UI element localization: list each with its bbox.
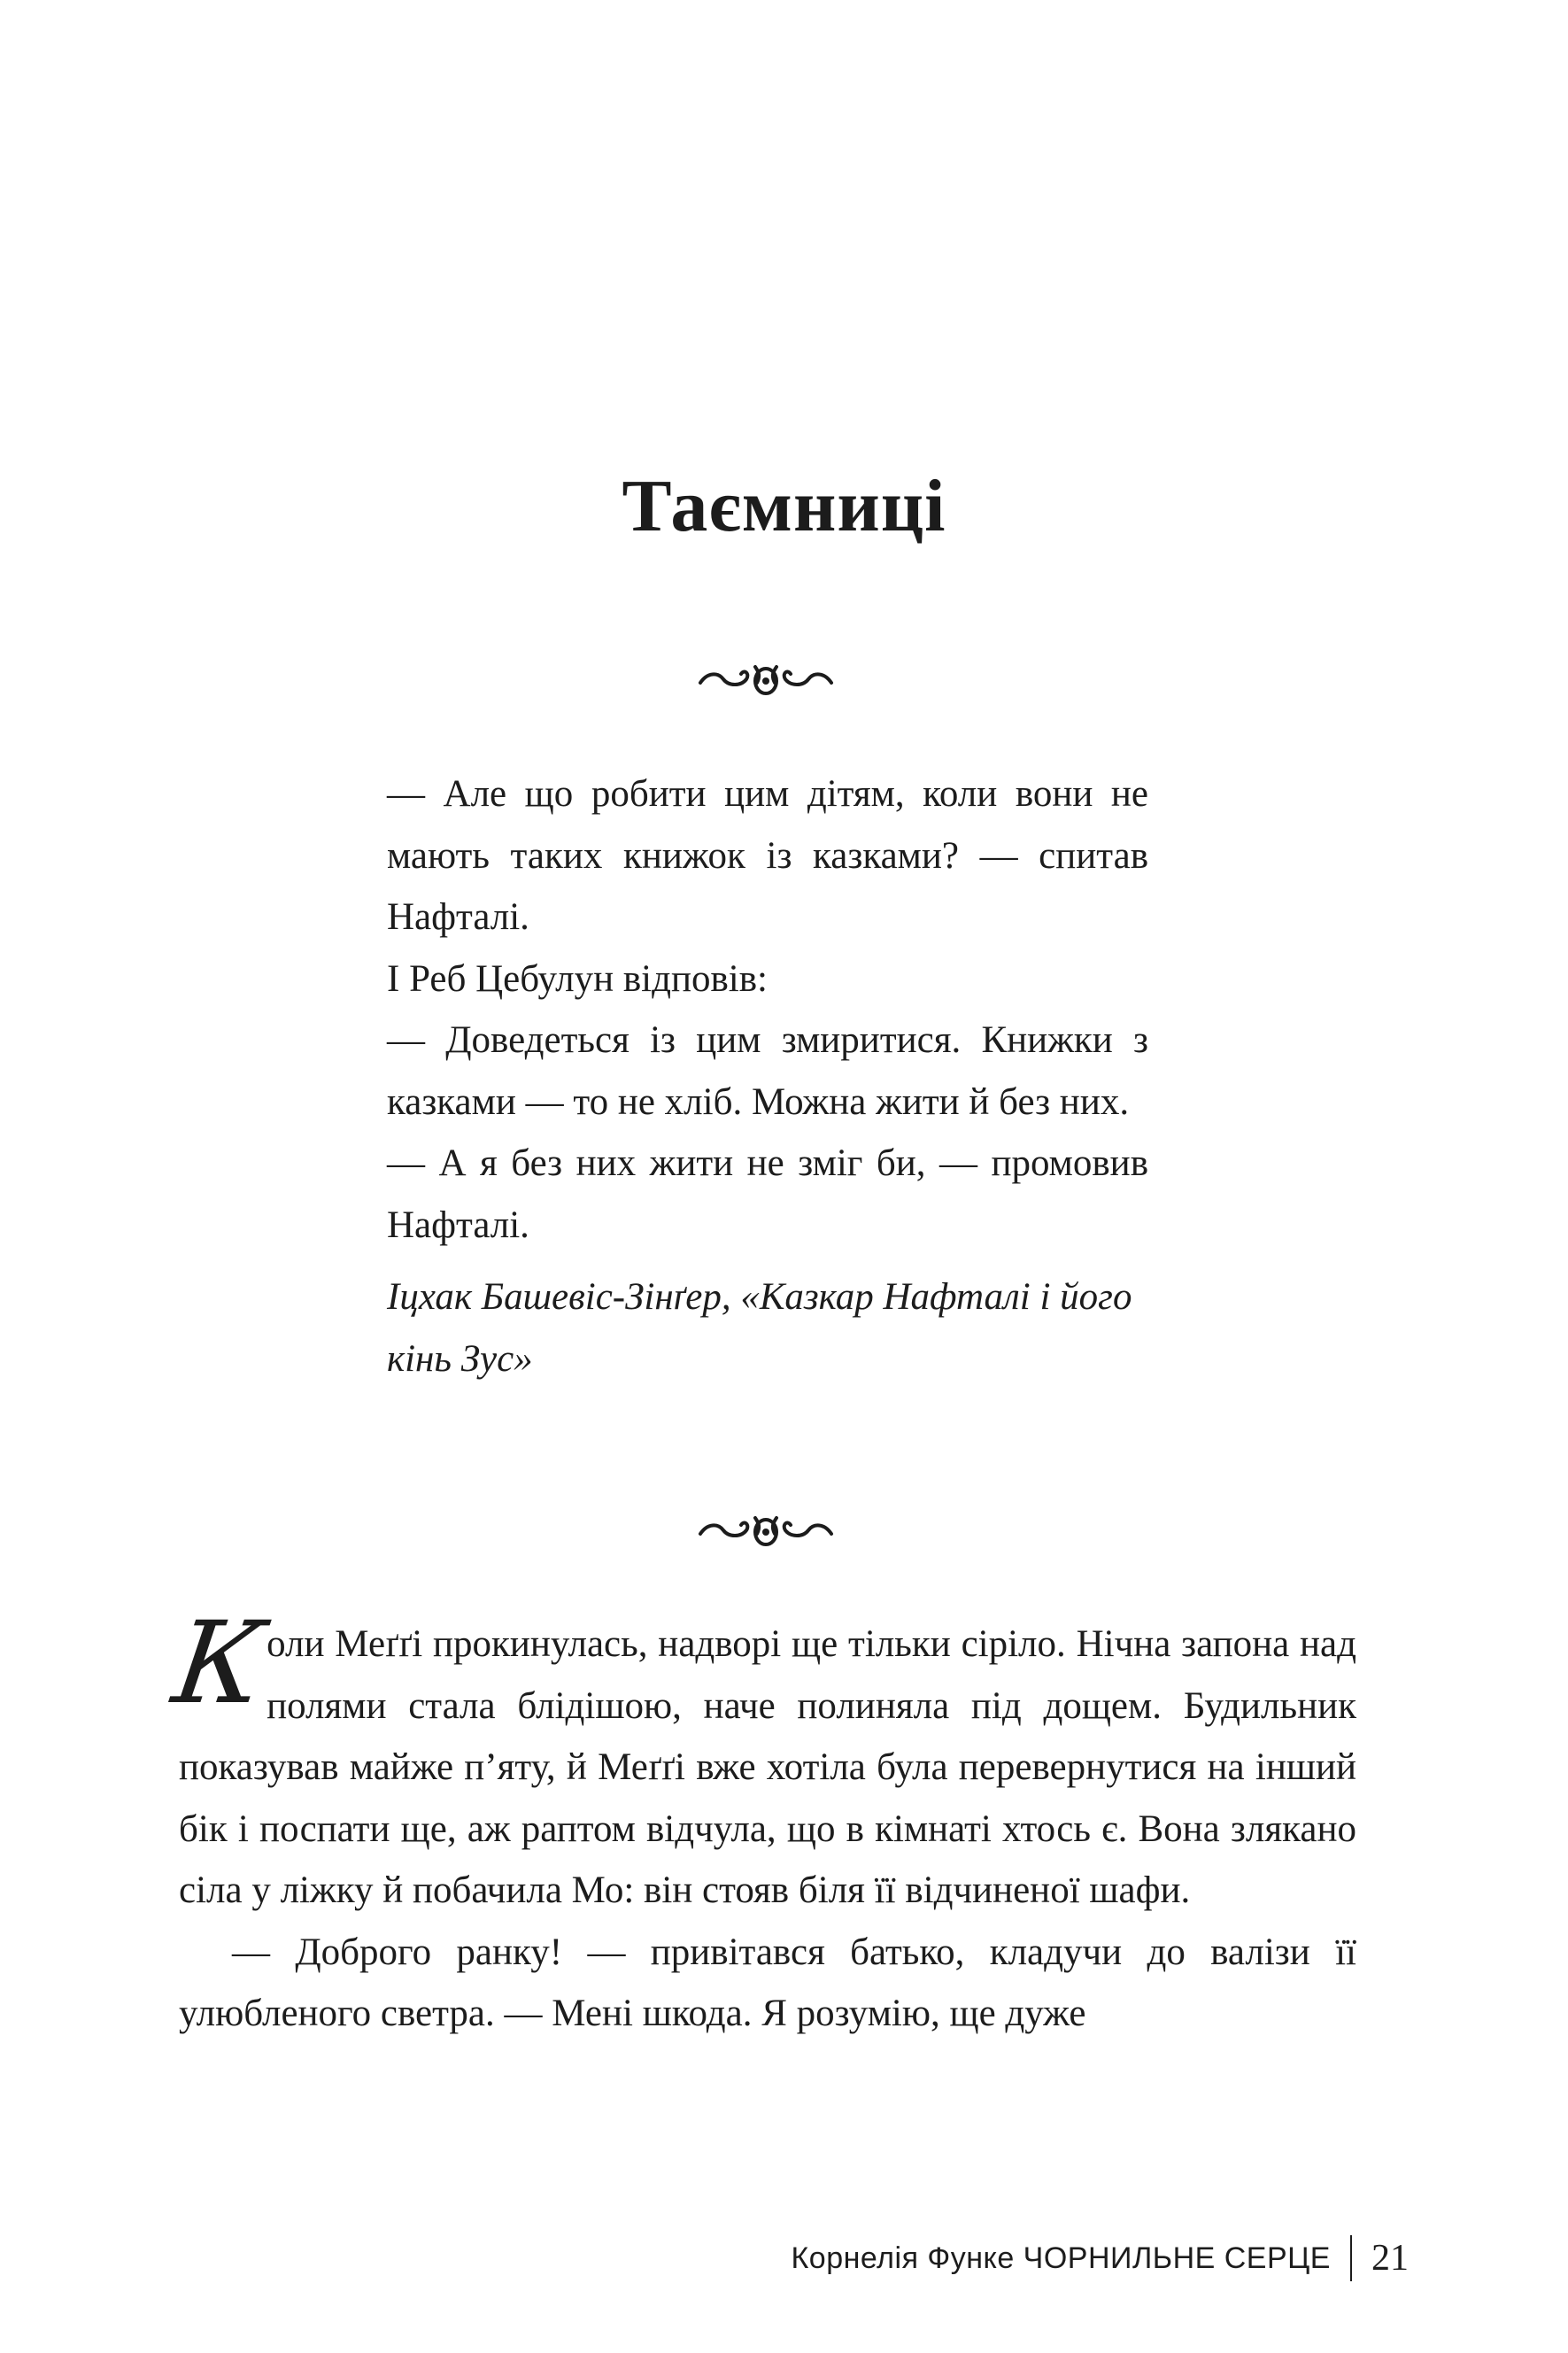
chapter-title: Таємниці — [622, 465, 946, 548]
body-text — [166, 1598, 1356, 2045]
footer-divider — [1350, 2235, 1352, 2281]
body-paragraph: — Доброго ранку! — привітався батько, кладучи до валізи її улюбленого светра. — Мені шкода. Я розумію, ще дуже — [179, 1931, 1356, 2034]
flourish-ornament-icon — [695, 1511, 837, 1550]
paragraph-text: оли Меґґі прокинулась, надворі ще тільки сіріло. Нічна запона над полями стала блідішою, наче полиняла під дощем. Будильник показував майже п’яту, й Меґґі вже хотіла була перевернутися на інший бік і поспати ще, аж раптом відчула, що в кімнаті хтось є. Вона злякано сіла у ліжку й побачила Мо: він стояв біля її відчиненої шафи. — [179, 1623, 1356, 1911]
epigraph — [387, 763, 1148, 1389]
body-paragraph — [166, 1598, 1356, 1922]
page-number: 21 — [1371, 2238, 1409, 2279]
epigraph-line: — Доведеться із цим змиритися. Книжки з казками — то не хліб. Можна жити й без них. — [387, 1019, 1148, 1123]
epigraph-attribution: Іцхак Башевіс-Зінґер, «Казкар Нафталі і його кінь Зус» — [387, 1276, 1132, 1380]
drop-cap: К — [166, 1598, 273, 1730]
epigraph-line: — Але що робити цим дітям, коли вони не мають таких книжок із казками? — спитав Нафталі. — [387, 773, 1148, 938]
running-head: Корнелія Функе ЧОРНИЛЬНЕ СЕРЦЕ — [791, 2241, 1331, 2275]
epigraph-line: — А я без них жити не зміг би, — промовив Нафталі. — [387, 1142, 1148, 1246]
page-footer — [792, 2233, 1410, 2283]
epigraph-line: І Реб Цебулун відповів: — [387, 957, 768, 1000]
flourish-ornament-icon — [695, 660, 837, 699]
